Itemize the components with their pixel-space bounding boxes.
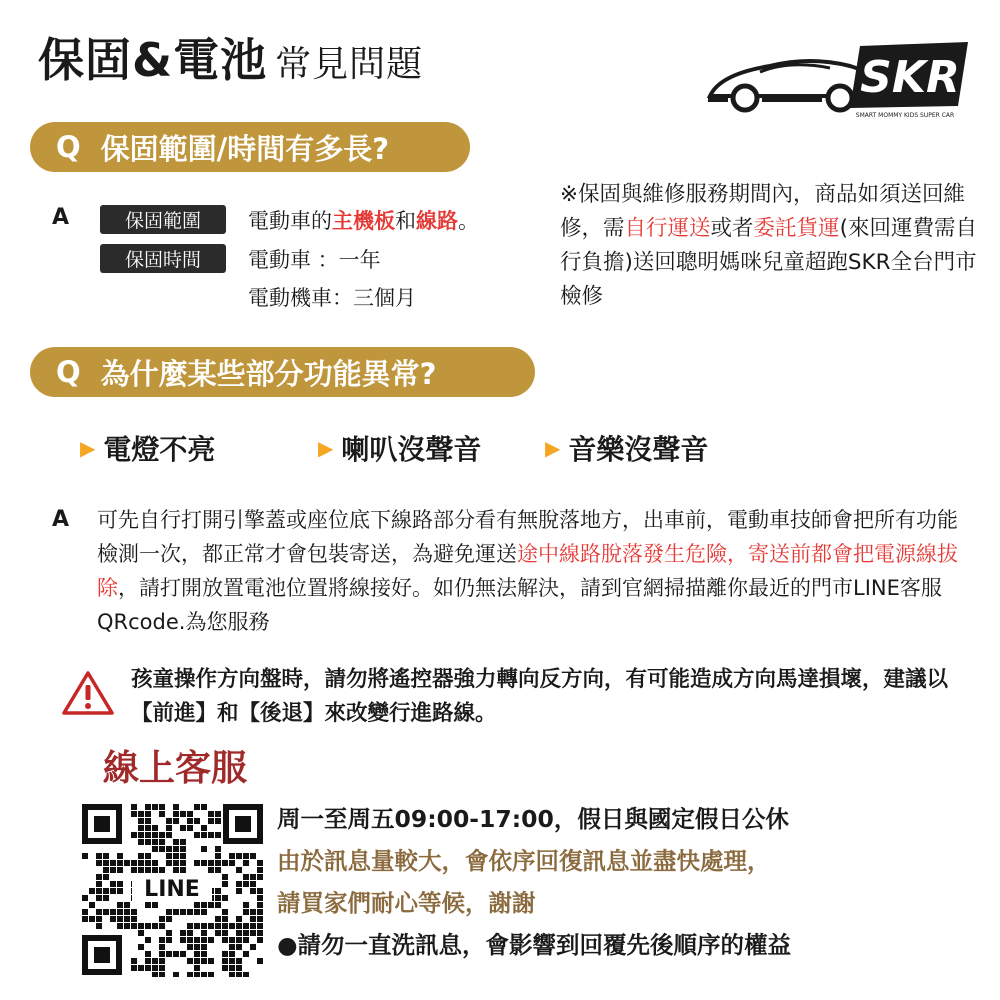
skr-logo: [700, 38, 970, 120]
triangle-bullet-icon: ▶: [545, 436, 561, 460]
scope-pre: 電動車的: [248, 209, 332, 233]
logo-tagline: SMART MOMMY KIDS SUPER CAR: [855, 112, 955, 119]
faq1-a-letter: A: [52, 205, 70, 230]
page-title: [38, 24, 423, 90]
service-hours: 周一至周五09:00-17:00，假日與國定假日公休: [277, 805, 789, 833]
service-note-3: ●請勿一直洗訊息，會影響到回覆先後順序的權益: [277, 931, 792, 959]
line-qr-code[interactable]: [80, 802, 265, 977]
service-title: 線上客服: [103, 748, 248, 789]
q-letter: Q: [56, 130, 81, 164]
warranty-scope-tag: 保固範圍: [100, 205, 226, 234]
warning-icon: [62, 670, 114, 716]
answer-part1: 可先自行打開引擎蓋或座位底下線路部分看有無脫落地方，出車前，電動車技師會把所有功能檢測一次，都正常才會包裝寄送，為避免運送: [97, 508, 958, 566]
warranty-scope-text: [248, 205, 479, 235]
sports-car-icon: [700, 38, 970, 120]
warranty-time-tag: 保固時間: [100, 244, 226, 273]
warranty-time-line2: 電動機車：三個月: [248, 286, 416, 310]
scope-wiring: 線路: [416, 209, 458, 233]
service-note-1: 由於訊息量較大，會依序回復訊息並盡快處理，: [277, 847, 771, 875]
faq1-question-bar: [30, 122, 470, 172]
note-part2: 或者: [710, 216, 754, 241]
warranty-time-line1: 電動車 ：一年: [248, 248, 381, 272]
scope-mainboard: 主機板: [332, 209, 395, 233]
note-part1: ※保固與維修服務期間內，商品如須送回維修，需: [560, 182, 966, 241]
page-title-sub: 常見問題: [275, 44, 424, 85]
warning-text: 孩童操作方向盤時，請勿將遙控器強力轉向反方向，有可能造成方向馬達損壞，建議以【前進】和【後退】來改變行進路線。: [131, 667, 949, 726]
symptom-label: 喇叭沒聲音: [341, 433, 482, 466]
triangle-bullet-icon: ▶: [80, 436, 96, 460]
symptom-item: [80, 428, 215, 468]
answer-part2: ，請打開放置電池位置將線接好。如仍無法解決，請到官網掃描離你最近的門市LINE客服QRcode.為您服務: [97, 576, 942, 634]
triangle-bullet-icon: ▶: [318, 436, 334, 460]
faq1-question: 保固範圍/時間有多長?: [100, 131, 390, 166]
logo-text: SKR: [860, 52, 960, 103]
note-part3: (來回運費需自行負擔)送回聰明媽咪兒童超跑SKR全台門市檢修: [560, 216, 977, 309]
symptom-label: 音樂沒聲音: [568, 433, 709, 466]
service-note-2: 請買家們耐心等候，謝謝: [277, 889, 536, 917]
symptom-item: [545, 428, 708, 468]
symptom-label: 電燈不亮: [103, 433, 216, 466]
q-letter: Q: [56, 355, 81, 389]
page-title-main: 保固&電池: [38, 33, 268, 87]
qr-line-label: LINE: [144, 877, 200, 902]
faq2-answer: [97, 503, 977, 639]
symptom-item: [318, 428, 481, 468]
answer-highlight: 途中線路脫落發生危險，寄送前都會把電源線拔除: [97, 542, 958, 600]
faq2-question: 為什麼某些部分功能異常?: [100, 356, 437, 391]
note-freight: 委託貨運: [753, 216, 840, 241]
warranty-note: [560, 178, 990, 314]
scope-end: 。: [458, 209, 479, 233]
scope-mid: 和: [395, 209, 416, 233]
note-self-ship: 自行運送: [624, 216, 711, 241]
faq2-question-bar: [30, 347, 535, 397]
faq2-a-letter: A: [52, 507, 70, 532]
